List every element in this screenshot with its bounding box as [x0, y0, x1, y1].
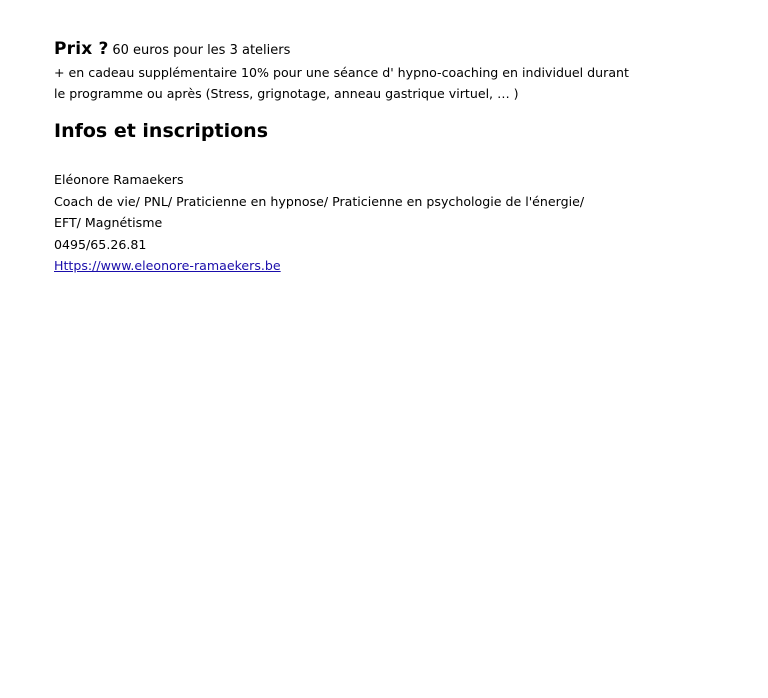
website-link[interactable]: Https://www.eleonore-ramaekers.be: [54, 258, 281, 273]
contact-role-line-2: EFT/ Magnétisme: [54, 215, 163, 230]
price-heading-line: [54, 38, 744, 62]
price-section: [54, 38, 744, 104]
price-question-mark: ?: [98, 39, 109, 59]
price-value: 60 euros pour les 3 ateliers: [112, 43, 291, 58]
document-content: [54, 38, 744, 277]
infos-title: Infos et inscriptions: [54, 120, 269, 142]
price-gift-line: + en cadeau supplémentaire 10% pour une séance d' hypno-coaching en individuel durant: [54, 65, 629, 80]
contact-block: [54, 169, 744, 277]
contact-name: Eléonore Ramaekers: [54, 172, 184, 187]
price-program-line: le programme ou après (Stress, grignotage, anneau gastrique virtuel, … ): [54, 86, 519, 101]
contact-phone: 0495/65.26.81: [54, 236, 147, 252]
price-label: Prix: [54, 39, 93, 59]
contact-role-line-1: Coach de vie/ PNL/ Praticienne en hypnose/ Praticienne en psychologie de l'énergie/: [54, 193, 585, 209]
